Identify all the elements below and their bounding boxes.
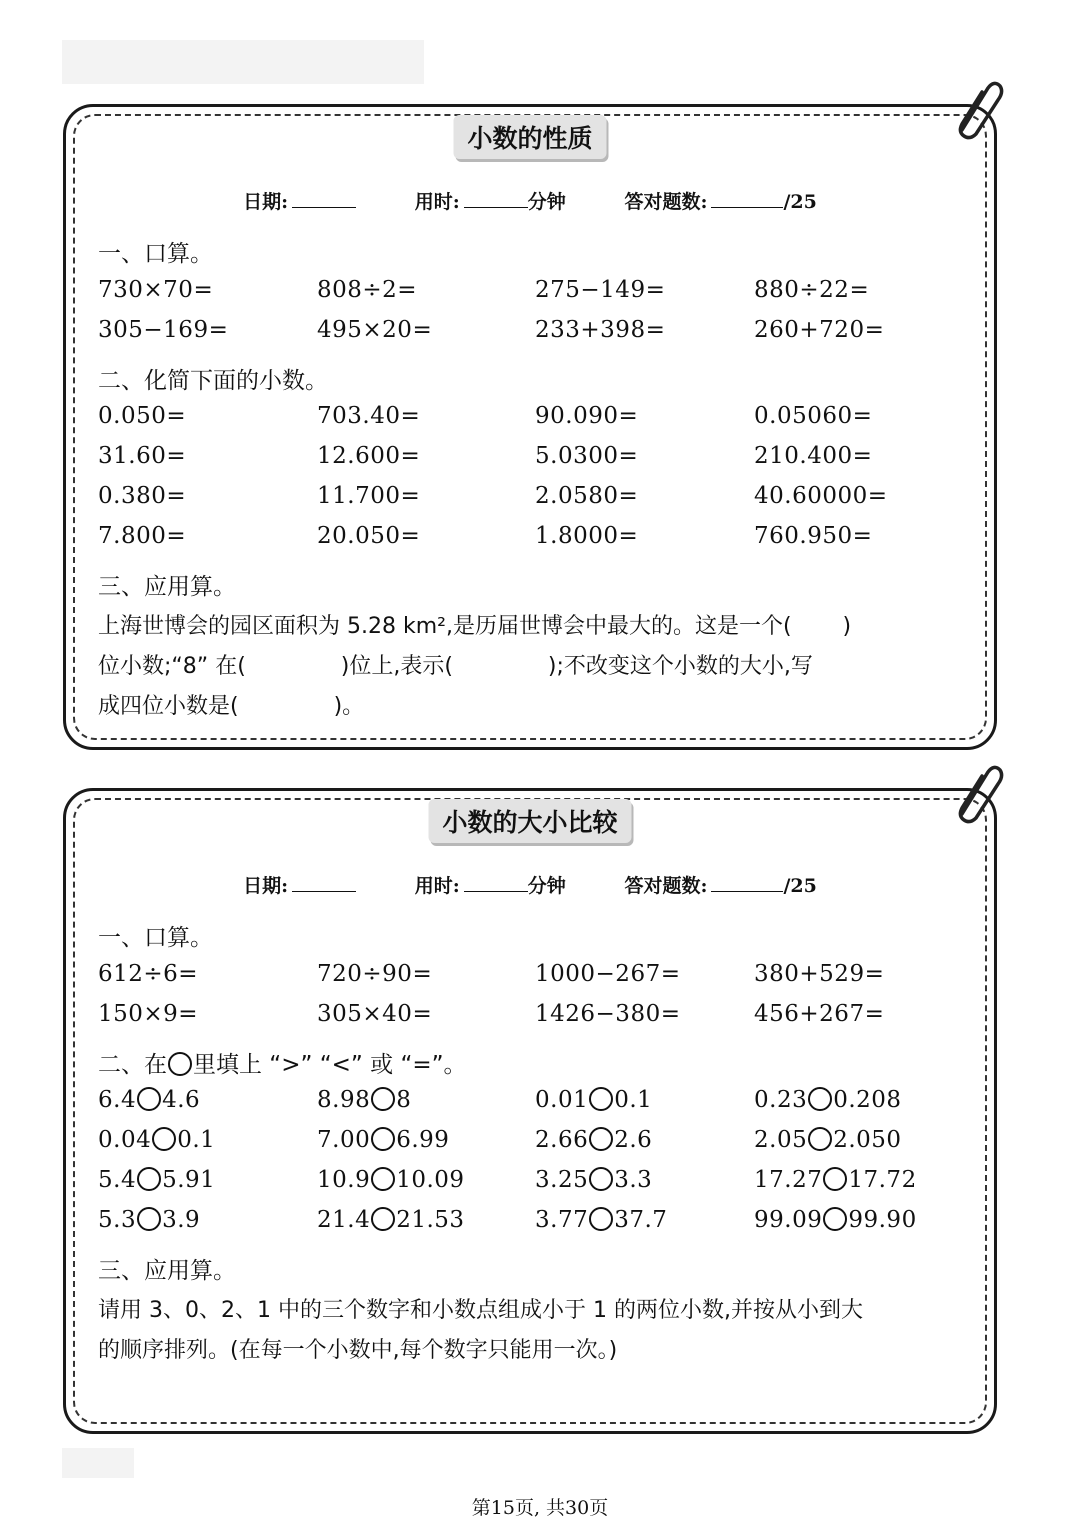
compare-problem: 2.66 2.6 (535, 1127, 653, 1153)
word-problem-line: 请用 3、0、2、1 中的三个数字和小数点组成小于 1 的两位小数,并按从小到大 (98, 1298, 863, 1323)
compare-problem: 8.98 8 (317, 1087, 412, 1113)
answer-circle[interactable] (371, 1087, 395, 1111)
problem: 40.60000= (754, 483, 888, 509)
compare-problem: 0.23 0.208 (754, 1087, 902, 1113)
problem: 612÷6= (98, 961, 199, 987)
compare-problem: 0.04 0.1 (98, 1127, 216, 1153)
compare-problem: 17.27 17.72 (754, 1167, 917, 1193)
problem: 305×40= (317, 1001, 433, 1027)
date-blank[interactable] (292, 873, 356, 892)
worksheet-card-2 (63, 788, 997, 1434)
compare-problem: 5.3 3.9 (98, 1207, 201, 1233)
score-blank[interactable] (711, 873, 783, 892)
problem: 7.800= (98, 523, 187, 549)
problem: 0.050= (98, 403, 187, 429)
compare-problem: 5.4 5.91 (98, 1167, 216, 1193)
card-title: 小数的性质 (453, 115, 606, 159)
time-field: 用时: 分钟 (414, 191, 566, 213)
answer-circle[interactable] (589, 1167, 613, 1191)
answer-circle[interactable] (371, 1167, 395, 1191)
compare-problem: 7.00 6.99 (317, 1127, 450, 1153)
date-field: 日期: (243, 871, 356, 898)
smudge-bottom (62, 1448, 134, 1478)
section-heading-1: 一、口算。 (98, 925, 213, 951)
time-field: 用时: 分钟 (414, 875, 566, 897)
compare-problem: 3.25 3.3 (535, 1167, 653, 1193)
problem: 5.0300= (535, 443, 639, 469)
problem: 90.090= (535, 403, 639, 429)
answer-circle[interactable] (152, 1127, 176, 1151)
problem: 703.40= (317, 403, 421, 429)
problem: 880÷22= (754, 277, 870, 303)
problem: 31.60= (98, 443, 187, 469)
answer-circle[interactable] (137, 1087, 161, 1111)
answer-circle[interactable] (137, 1167, 161, 1191)
score-field: 答对题数: /25 (624, 191, 817, 213)
compare-problem: 21.4 21.53 (317, 1207, 465, 1233)
problem: 380+529= (754, 961, 885, 987)
answer-circle[interactable] (137, 1207, 161, 1231)
problem: 1000−267= (535, 961, 681, 987)
answer-circle[interactable] (589, 1207, 613, 1231)
answer-circle[interactable] (371, 1207, 395, 1231)
date-blank[interactable] (292, 189, 356, 208)
meta-line (66, 871, 994, 898)
answer-circle[interactable] (589, 1127, 613, 1151)
score-field: 答对题数: /25 (624, 875, 817, 897)
compare-problem: 0.01 0.1 (535, 1087, 653, 1113)
section-heading-3: 三、应用算。 (98, 574, 236, 600)
word-problem-line: 上海世博会的园区面积为 5.28 km²,是历届世博会中最大的。这是一个( ) (98, 614, 852, 639)
answer-circle[interactable] (808, 1087, 832, 1111)
problem: 456+267= (754, 1001, 885, 1027)
section-heading-1: 一、口算。 (98, 241, 213, 267)
page-footer: 第15页, 共30页 (471, 1497, 609, 1519)
problem: 0.05060= (754, 403, 873, 429)
problem: 760.950= (754, 523, 873, 549)
problem: 260+720= (754, 317, 885, 343)
problem: 495×20= (317, 317, 433, 343)
answer-circle[interactable] (823, 1207, 847, 1231)
problem: 233+398= (535, 317, 666, 343)
word-problem-line: 成四位小数是( )。 (98, 694, 365, 719)
problem: 730×70= (98, 277, 214, 303)
time-blank[interactable] (464, 189, 528, 208)
answer-circle[interactable] (808, 1127, 832, 1151)
problem: 720÷90= (317, 961, 433, 987)
problem: 2.0580= (535, 483, 639, 509)
time-blank[interactable] (464, 873, 528, 892)
compare-problem: 10.9 10.09 (317, 1167, 465, 1193)
circle-icon (168, 1052, 192, 1076)
answer-circle[interactable] (589, 1087, 613, 1111)
section-heading-3: 三、应用算。 (98, 1258, 236, 1284)
section-heading-2: 二、在 里填上 “>” “<” 或 “=”。 (98, 1052, 467, 1078)
paperclip-icon (948, 78, 1004, 140)
problem: 0.380= (98, 483, 187, 509)
card-title: 小数的大小比较 (428, 799, 631, 843)
word-problem-line: 位小数;“8” 在( )位上,表示( );不改变这个小数的大小,写 (98, 654, 813, 679)
problem: 1426−380= (535, 1001, 681, 1027)
section-heading-2: 二、化简下面的小数。 (98, 368, 328, 394)
paperclip-icon (948, 762, 1004, 824)
problem: 210.400= (754, 443, 873, 469)
problem: 150×9= (98, 1001, 199, 1027)
problem: 1.8000= (535, 523, 639, 549)
smudge-top (62, 40, 424, 84)
answer-circle[interactable] (371, 1127, 395, 1151)
problem: 11.700= (317, 483, 421, 509)
answer-circle[interactable] (823, 1167, 847, 1191)
problem: 20.050= (317, 523, 421, 549)
compare-problem: 3.77 37.7 (535, 1207, 668, 1233)
score-blank[interactable] (711, 189, 783, 208)
worksheet-card-1 (63, 104, 997, 750)
problem: 12.600= (317, 443, 421, 469)
compare-problem: 6.4 4.6 (98, 1087, 201, 1113)
word-problem-line: 的顺序排列。(在每一个小数中,每个数字只能用一次。) (98, 1338, 618, 1363)
problem: 808÷2= (317, 277, 418, 303)
compare-problem: 2.05 2.050 (754, 1127, 902, 1153)
compare-problem: 99.09 99.90 (754, 1207, 917, 1233)
date-field: 日期: (243, 187, 356, 214)
problem: 275−149= (535, 277, 666, 303)
meta-line (66, 187, 994, 214)
problem: 305−169= (98, 317, 229, 343)
